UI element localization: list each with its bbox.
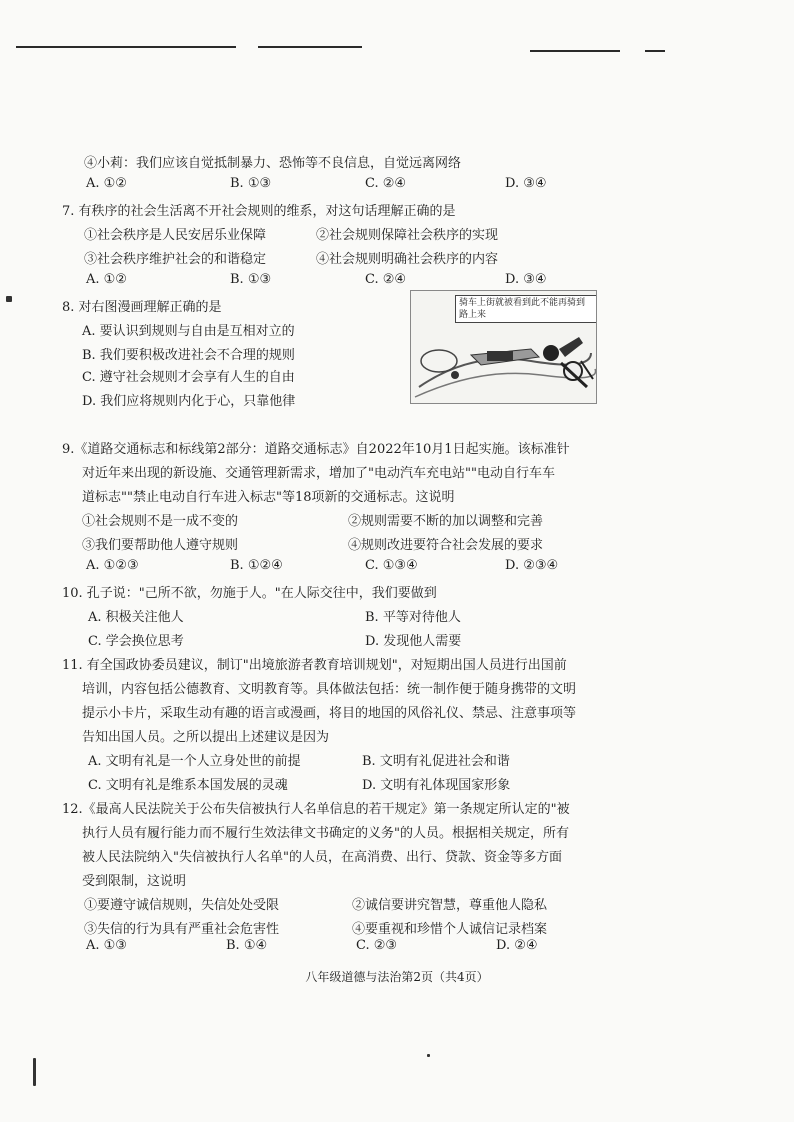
q9-item-4: ④规则改进要符合社会发展的要求: [348, 538, 544, 553]
q11-option-a: A. 文明有礼是一个人立身处世的前提: [88, 754, 301, 769]
q12-option-c: C. ②③: [356, 938, 398, 953]
header-rule-left: [16, 46, 236, 48]
q9-line-2: 对近年来出现的新设施、交通管理新需求，增加了"电动汽车充电站""电动自行车车: [82, 466, 555, 481]
q10-option-c: C. 学会换位思考: [88, 634, 184, 649]
scan-mark-dot: [427, 1054, 430, 1057]
q6-option-d: D. ③④: [505, 176, 547, 191]
q9-option-c: C. ①③④: [365, 558, 418, 573]
q7-item-1: ①社会秩序是人民安居乐业保障: [84, 228, 267, 243]
q11-option-b: B. 文明有礼促进社会和谐: [362, 754, 510, 769]
q10-stem: 10. 孔子说："己所不欲，勿施于人。"在人际交往中，我们要做到: [62, 586, 437, 601]
q7-option-b: B. ①③: [230, 272, 272, 287]
q9-item-1: ①社会规则不是一成不变的: [82, 514, 239, 529]
q8-stem: 8. 对右图漫画理解正确的是: [62, 300, 222, 315]
q9-option-a: A. ①②③: [86, 558, 139, 573]
q6-option-a: A. ①②: [86, 176, 127, 191]
header-rule-far-right: [645, 50, 665, 52]
q12-line-2: 执行人员有履行能力而不履行生效法律文书确定的义务"的人员。根据相关规定，所有: [82, 826, 569, 841]
q12-line-3: 被人民法院纳入"失信被执行人名单"的人员，在高消费、出行、贷款、资金等多方面: [82, 850, 562, 865]
header-rule-middle: [258, 46, 362, 48]
q12-option-d: D. ②④: [496, 938, 538, 953]
q12-option-b: B. ①④: [226, 938, 268, 953]
q7-stem: 7. 有秩序的社会生活离不开社会规则的维系，对这句话理解正确的是: [62, 204, 456, 219]
q11-line-4: 告知出国人员。之所以提出上述建议是因为: [82, 730, 330, 745]
page-footer: 八年级道德与法治第2页（共4页）: [305, 970, 489, 984]
q11-option-d: D. 文明有礼体现国家形象: [362, 778, 511, 793]
q9-item-3: ③我们要帮助他人遵守规则: [82, 538, 239, 553]
q8-cartoon-image: [410, 290, 597, 404]
q9-option-d: D. ②③④: [505, 558, 559, 573]
q6-option-c: C. ②④: [365, 176, 407, 191]
q12-line-1: 12.《最高人民法院关于公布失信被执行人名单信息的若干规定》第一条规定所认定的"被: [62, 802, 570, 817]
q11-line-3: 提示小卡片，采取生动有趣的语言或漫画，将目的地国的风俗礼仪、禁忌、注意事项等: [82, 706, 577, 721]
q9-item-2: ②规则需要不断的加以调整和完善: [348, 514, 544, 529]
q11-line-2: 培训，内容包括公德教育、文明教育等。具体做法包括：统一制作便于随身携带的文明: [82, 682, 577, 697]
scan-mark-bottom: [33, 1058, 36, 1086]
q6-option-b: B. ①③: [230, 176, 272, 191]
scan-mark-left: [6, 296, 12, 302]
q8-option-d: D. 我们应将规则内化于心，只靠他律: [82, 394, 296, 409]
q12-item-4: ④要重视和珍惜个人诚信记录档案: [352, 922, 548, 937]
q7-item-3: ③社会秩序维护社会的和谐稳定: [84, 252, 267, 267]
cartoon-drawing: [411, 291, 596, 403]
q10-option-a: A. 积极关注他人: [88, 610, 184, 625]
q6-item-4: ④小莉：我们应该自觉抵制暴力、恐怖等不良信息，自觉远离网络: [84, 156, 462, 171]
q7-option-d: D. ③④: [505, 272, 547, 287]
q9-option-b: B. ①②④: [230, 558, 283, 573]
q9-line-1: 9.《道路交通标志和标线第2部分：道路交通标志》自2022年10月1日起实施。该标准针: [62, 442, 570, 457]
q8-option-a: A. 要认识到规则与自由是互相对立的: [82, 324, 295, 339]
q11-line-1: 11. 有全国政协委员建议，制订"出境旅游者教育培训规划"，对短期出国人员进行出国前: [62, 658, 567, 673]
q9-line-3: 道标志""禁止电动自行车进入标志"等18项新的交通标志。这说明: [82, 490, 455, 505]
q12-item-3: ③失信的行为具有严重社会危害性: [84, 922, 280, 937]
q12-item-1: ①要遵守诚信规则，失信处处受限: [84, 898, 280, 913]
q11-option-c: C. 文明有礼是维系本国发展的灵魂: [88, 778, 288, 793]
cartoon-caption: 骑车上街就被看到此不能再骑到路上来: [455, 295, 597, 323]
q7-option-c: C. ②④: [365, 272, 407, 287]
q12-line-4: 受到限制，这说明: [82, 874, 187, 889]
header-rule-right: [530, 50, 620, 52]
q7-item-2: ②社会规则保障社会秩序的实现: [316, 228, 499, 243]
q12-item-2: ②诚信要讲究智慧，尊重他人隐私: [352, 898, 548, 913]
q10-option-b: B. 平等对待他人: [365, 610, 461, 625]
q7-option-a: A. ①②: [86, 272, 127, 287]
q10-option-d: D. 发现他人需要: [365, 634, 462, 649]
q7-item-4: ④社会规则明确社会秩序的内容: [316, 252, 499, 267]
q12-option-a: A. ①③: [86, 938, 127, 953]
q8-option-b: B. 我们要积极改进社会不合理的规则: [82, 348, 295, 363]
q8-option-c: C. 遵守社会规则才会享有人生的自由: [82, 370, 295, 385]
